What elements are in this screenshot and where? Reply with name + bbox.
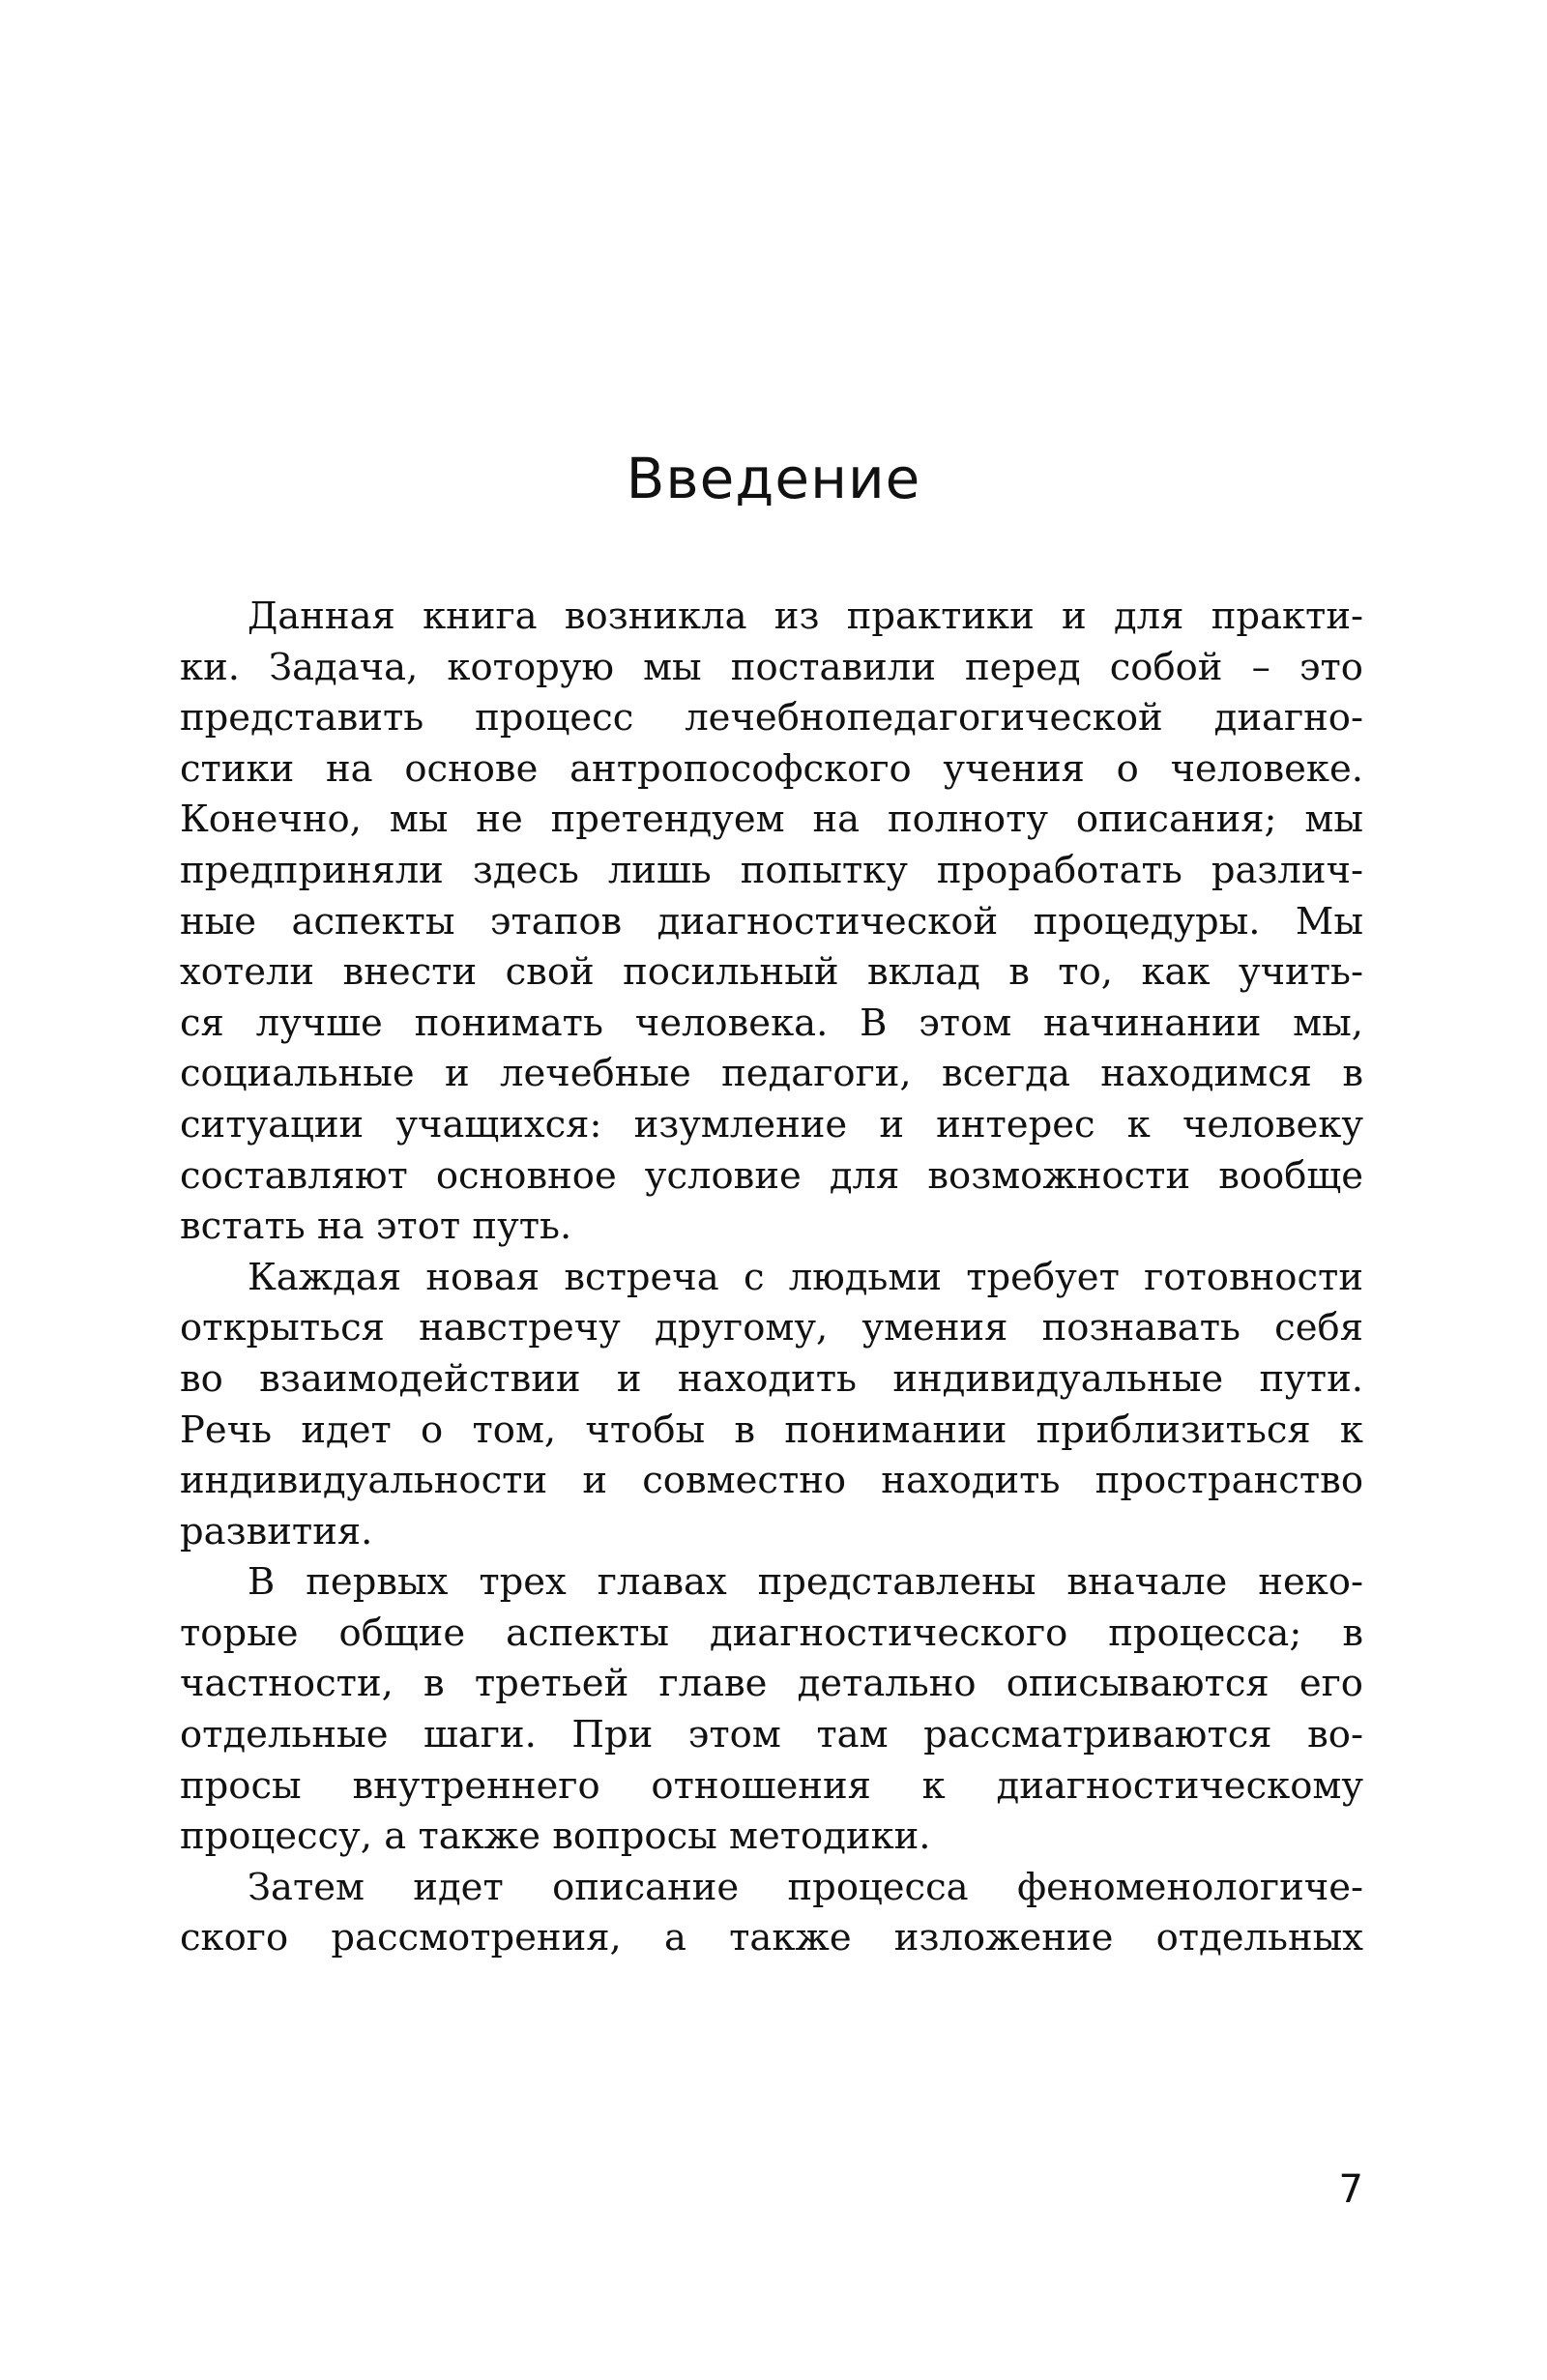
text-line: Данная книга возникла из практики и для практи-	[248, 595, 1363, 638]
text-line: Речь идет о том, чтобы в понимании приблизиться к	[180, 1408, 1363, 1452]
text-line: процессу, а также вопросы методики.	[180, 1814, 931, 1859]
text-line: Каждая новая встреча с людьми требует готовности	[248, 1255, 1363, 1299]
text-line: просы внутреннего отношения к диагностическому	[180, 1763, 1363, 1808]
text-line: развития.	[180, 1509, 373, 1553]
text-line: Конечно, мы не претендуем на полноту описания; мы	[180, 798, 1363, 842]
page-number: 7	[1338, 2167, 1363, 2212]
text-line: представить процесс лечебнопедагогической диагно-	[180, 696, 1363, 740]
text-line: частности, в третьей главе детально описываются его	[180, 1662, 1363, 1706]
paragraph	[180, 592, 1363, 1253]
text-line: ского рассмотрения, а также изложение отдельных	[180, 1916, 1363, 1960]
text-line: предприняли здесь лишь попытку проработать различ-	[180, 848, 1363, 892]
text-line: ситуации учащихся: изумление и интерес к человеку	[180, 1102, 1363, 1146]
text-line: В первых трех главах представлены вначале неко-	[248, 1560, 1363, 1605]
text-line: социальные и лечебные педагоги, всегда находимся в	[180, 1052, 1363, 1096]
text-line: стики на основе антропософского учения о человеке.	[180, 746, 1363, 791]
text-line: индивидуальности и совместно находить пространство	[180, 1459, 1363, 1503]
chapter-heading: Введение	[626, 446, 921, 511]
text-line: открыться навстречу другому, умения познавать себя	[180, 1306, 1363, 1350]
text-line: ные аспекты этапов диагностической процедуры. Мы	[180, 899, 1363, 943]
text-line: во взаимодействии и находить индивидуальные пути.	[180, 1356, 1363, 1401]
paragraph	[180, 1557, 1363, 1863]
body-text	[180, 592, 1363, 1964]
paragraph	[180, 1863, 1363, 1964]
text-line: ся лучше понимать человека. В этом начинании мы,	[180, 1001, 1363, 1045]
text-line: Затем идет описание процесса феноменологиче-	[248, 1865, 1363, 1909]
paragraph	[180, 1253, 1363, 1558]
text-line: встать на этот путь.	[180, 1205, 572, 1249]
text-line: отдельные шаги. При этом там рассматриваются во-	[180, 1713, 1363, 1757]
text-line: ки. Задача, которую мы поставили перед собой – это	[180, 645, 1363, 689]
text-line: составляют основное условие для возможности вообще	[180, 1153, 1363, 1198]
text-line: торые общие аспекты диагностического процесса; в	[180, 1611, 1363, 1655]
text-line: хотели внести свой посильный вклад в то, как учить-	[180, 950, 1363, 995]
